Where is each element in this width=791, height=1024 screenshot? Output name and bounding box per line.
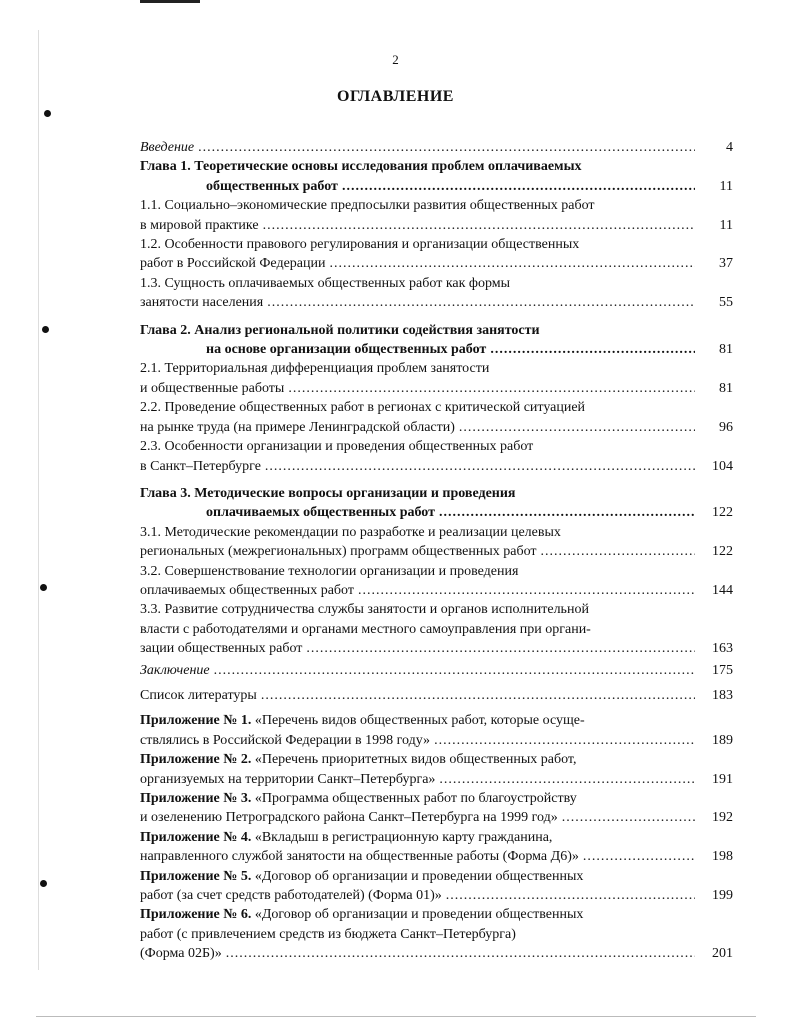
punch-hole-dot: [40, 880, 47, 887]
toc-entry-section-2-2[interactable]: 2.2. Проведение общественных работ в регионах с критической ситуацией на рынке труда (на примере Ленинградской области) ..... 96: [140, 398, 733, 437]
toc-entry-appendix-4[interactable]: Приложение № 4. «Вкладыш в регистрационную карту гражданина, направленного службой занятости на общественные работы (Форма Д6)» ..... 198: [140, 828, 733, 867]
toc-entry-bibliography[interactable]: Список литературы ..... 183: [140, 686, 733, 705]
page-ref: 11: [719, 178, 733, 194]
toc-entry-section-3-3[interactable]: 3.3. Развитие сотрудничества службы занятости и органов исполнительной власти с работодателями и органами местного самоуправления при органи- зации общественных работ ..... 163: [140, 600, 733, 658]
scan-bottom-line: [36, 1016, 756, 1017]
toc-entry-introduction[interactable]: Введение ..... 4: [140, 138, 733, 157]
page-ref: 163: [712, 641, 733, 657]
page-ref: 201: [712, 946, 733, 962]
page-ref: 198: [712, 849, 733, 865]
toc-entry-appendix-6[interactable]: Приложение № 6. «Договор об организации и проведении общественных работ (с привлечением средств из бюджета Санкт–Петербурга) (Форма 02Б)» ..... 201: [140, 905, 733, 963]
toc-entry-section-2-1[interactable]: 2.1. Территориальная дифференциация проблем занятости и общественные работы ..... 81: [140, 359, 733, 398]
toc-entry-section-2-3[interactable]: 2.3. Особенности организации и проведения общественных работ в Санкт–Петербурге ..... 104: [140, 437, 733, 476]
table-of-contents: [140, 138, 733, 964]
page-ref: 175: [712, 662, 733, 678]
scan-top-mark: [140, 0, 200, 3]
toc-entry-appendix-2[interactable]: Приложение № 2. «Перечень приоритетных видов общественных работ, организуемых на территории Санкт–Петербурга» ..... 191: [140, 750, 733, 789]
toc-entry-section-3-1[interactable]: 3.1. Методические рекомендации по разработке и реализации целевых региональных (межрегиональных) программ общественных работ ..... 122: [140, 523, 733, 562]
toc-entry-section-3-2[interactable]: 3.2. Совершенствование технологии организации и проведения оплачиваемых общественных работ ..... 144: [140, 562, 733, 601]
toc-entry-appendix-1[interactable]: Приложение № 1. «Перечень видов общественных работ, которые осуще- ствлялись в Российской Федерации в 1998 году» ..... 189: [140, 711, 733, 750]
page-ref: 4: [726, 140, 733, 155]
page-ref: 144: [712, 582, 733, 598]
page-ref: 55: [719, 295, 733, 311]
page-ref: 191: [712, 771, 733, 787]
toc-entry-chapter-2[interactable]: Глава 2. Анализ региональной политики содействия занятости на основе организации общественных работ ..... 81: [140, 321, 733, 360]
page-ref: 104: [712, 458, 733, 474]
page-title: ОГЛАВЛЕНИЕ: [337, 88, 454, 105]
page-ref: 11: [719, 217, 733, 233]
punch-hole-dot: [44, 110, 51, 117]
page-number: 2: [392, 52, 399, 67]
page-ref: 189: [712, 732, 733, 748]
page-ref: 81: [719, 380, 733, 396]
page-ref: 122: [712, 505, 733, 521]
toc-entry-chapter-3[interactable]: Глава 3. Методические вопросы организации и проведения оплачиваемых общественных работ ..... 122: [140, 484, 733, 523]
scan-edge-line: [38, 30, 39, 970]
toc-entry-section-1-2[interactable]: 1.2. Особенности правового регулирования и организации общественных работ в Российской Федерации ..... 37: [140, 235, 733, 274]
toc-entry-chapter-1[interactable]: Глава 1. Теоретические основы исследования проблем оплачиваемых общественных работ ..... 11: [140, 157, 733, 196]
page-ref: 199: [712, 888, 733, 904]
punch-hole-dot: [40, 584, 47, 591]
toc-entry-section-1-1[interactable]: 1.1. Социально–экономические предпосылки развития общественных работ в мировой практике ..... 11: [140, 196, 733, 235]
toc-entry-section-1-3[interactable]: 1.3. Сущность оплачиваемых общественных работ как формы занятости населения ..... 55: [140, 274, 733, 313]
toc-entry-appendix-3[interactable]: Приложение № 3. «Программа общественных работ по благоустройству и озеленению Петроградского района Санкт–Петербурга на 1999 год» ..... 192: [140, 789, 733, 828]
page-ref: 81: [719, 342, 733, 358]
page-ref: 183: [712, 687, 733, 703]
page-ref: 96: [719, 419, 733, 435]
toc-entry-appendix-5[interactable]: Приложение № 5. «Договор об организации и проведении общественных работ (за счет средств работодателей) (Форма 01)» ..... 199: [140, 867, 733, 906]
toc-entry-conclusion[interactable]: Заключение ..... 175: [140, 661, 733, 680]
page-ref: 37: [719, 256, 733, 272]
page-ref: 192: [712, 810, 733, 826]
punch-hole-dot: [42, 326, 49, 333]
page-ref: 122: [712, 544, 733, 560]
